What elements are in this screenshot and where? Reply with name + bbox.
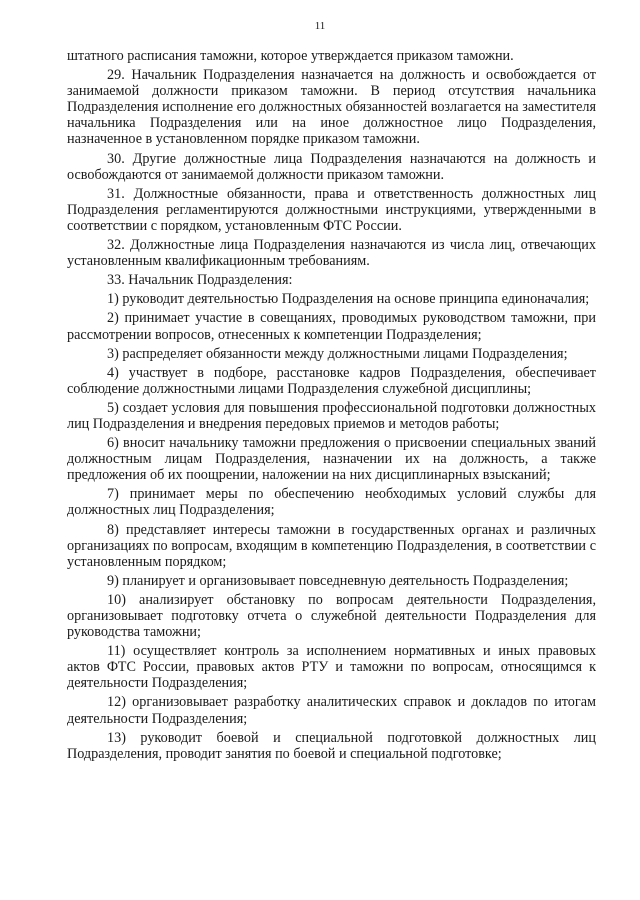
paragraph-33: 33. Начальник Подразделения: xyxy=(107,272,293,289)
list-item-7: 7) принимает меры по обеспечению необходимых условий службы для должностных лиц Подразделения; xyxy=(67,486,596,519)
list-item-1: 1) руководит деятельностью Подразделения на основе принципа единоначалия; xyxy=(107,291,590,308)
document-body xyxy=(67,48,596,765)
paragraph-29: 29. Начальник Подразделения назначается на должность и освобождается от занимаемой должности приказом таможни. В период отсутствия начальника Подразделения исполнение его должностных обязанностей возлагается на заместителя начальника Подразделения или на иное должностное лицо Подразделения, назначенное в установленном порядке приказом таможни. xyxy=(67,67,596,148)
list-item-3: 3) распределяет обязанности между должностными лицами Подразделения; xyxy=(107,345,568,362)
list-item-12: 12) организовывает разработку аналитических справок и докладов по итогам деятельности Подразделения; xyxy=(67,694,596,727)
paragraph-32: 32. Должностные лица Подразделения назначаются из числа лиц, отвечающих установленным квалификационным требованиям. xyxy=(67,237,596,270)
paragraph-continuation: штатного расписания таможни, которое утверждается приказом таможни. xyxy=(67,48,514,64)
list-item-8: 8) представляет интересы таможни в государственных органах и различных организациях по вопросам, входящим в компетенцию Подразделения, в соответствии с установленным порядком; xyxy=(67,521,596,570)
paragraph-30: 30. Другие должностные лица Подразделения назначаются на должность и освобождаются от занимаемой должности приказом таможни. xyxy=(67,150,596,183)
list-item-2: 2) принимает участие в совещаниях, проводимых руководством таможни, при рассмотрении вопросов, отнесенных к компетенции Подразделения; xyxy=(67,310,596,343)
list-item-9: 9) планирует и организовывает повседневную деятельность Подразделения; xyxy=(107,572,569,589)
list-item-5: 5) создает условия для повышения профессиональной подготовки должностных лиц Подразделения и внедрения передовых приемов и методов работы; xyxy=(67,399,596,432)
list-item-6: 6) вносит начальнику таможни предложения о присвоении специальных званий должностным лицам Подразделения, назначении их на должность, а также предложения об их поощрении, наложении на них дисциплинарных взысканий; xyxy=(67,435,596,484)
list-item-13: 13) руководит боевой и специальной подготовкой должностных лиц Подразделения, проводит занятия по боевой и специальной подготовке; xyxy=(67,729,596,762)
list-item-11: 11) осуществляет контроль за исполнением нормативных и иных правовых актов ФТС России, правовых актов РТУ и таможни по вопросам, относящимся к деятельности Подразделения; xyxy=(67,643,596,692)
list-item-4: 4) участвует в подборе, расстановке кадров Подразделения, обеспечивает соблюдение должностными лицами Подразделения служебной дисциплины; xyxy=(67,364,596,397)
list-item-10: 10) анализирует обстановку по вопросам деятельности Подразделения, организовывает подготовку отчета о служебной деятельности Подразделения для руководства таможни; xyxy=(67,591,596,641)
paragraph-31: 31. Должностные обязанности, права и ответственность должностных лиц Подразделения регламентируются должностными инструкциями, утвержденными в соответствии с порядком, установленным ФТС России. xyxy=(67,185,596,234)
page-number: 11 xyxy=(314,20,326,32)
